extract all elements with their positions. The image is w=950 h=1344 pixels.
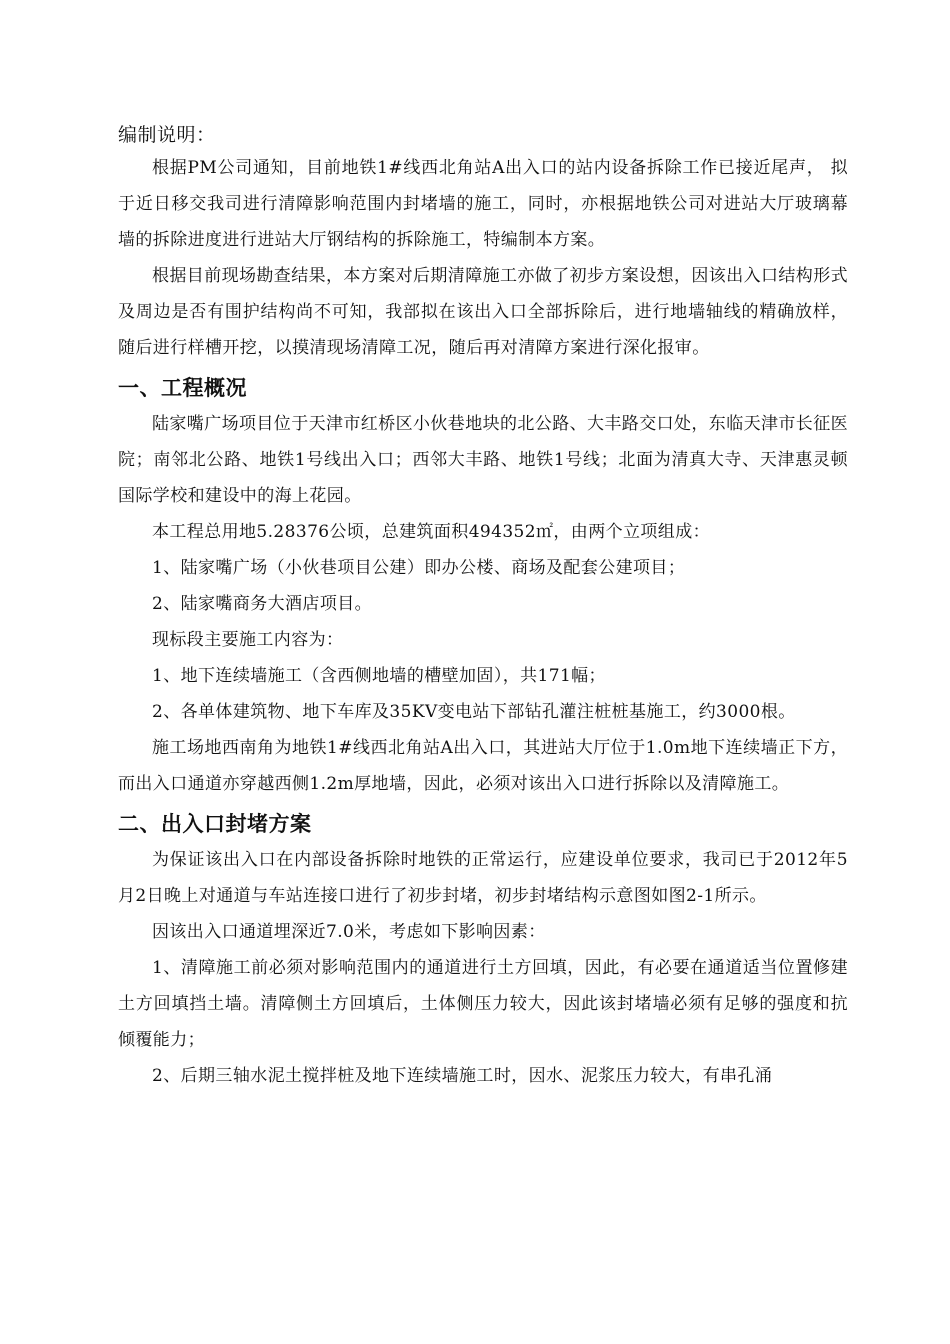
section-1-paragraph-1: 陆家嘴广场项目位于天津市红桥区小伙巷地块的北公路、大丰路交口处，东临天津市长征医院；南邻北公路、地铁1号线出入口；西邻大丰路、地铁1号线；北面为清真大寺、天津惠灵顿国际学校和建设中的海上花园。	[118, 414, 848, 506]
section-1-paragraph-2: 本工程总用地5.28376公顷，总建筑面积494352㎡，由两个立项组成：	[152, 522, 710, 542]
section-1-list-item-1: 1、陆家嘴广场（小伙巷项目公建）即办公楼、商场及配套公建项目；	[152, 558, 686, 578]
section-1-list-item-3: 1、地下连续墙施工（含西侧地墙的槽壁加固），共171幅；	[152, 666, 606, 686]
section-1-list-item-4: 2、各单体建筑物、地下车库及35KV变电站下部钻孔灌注桩桩基施工，约3000根。	[152, 702, 796, 722]
section-2-paragraph-2: 因该出入口通道埋深近7.0米，考虑如下影响因素：	[152, 922, 546, 942]
section-1-title: 一、工程概况	[118, 376, 247, 400]
intro-paragraph-2: 根据目前现场勘查结果，本方案对后期清障施工亦做了初步方案设想，因该出入口结构形式及周边是否有围护结构尚不可知，我部拟在该出入口全部拆除后，进行地墙轴线的精确放样，随后进行样槽开挖，以摸清现场清障工况，随后再对清障方案进行深化报审。	[118, 266, 848, 358]
intro-paragraph-1: 根据PM公司通知，目前地铁1#线西北角站A出入口的站内设备拆除工作已接近尾声， 拟于近日移交我司进行清障影响范围内封堵墙的施工，同时，亦根据地铁公司对进站大厅玻璃幕墙的拆除进度进行进站大厅钢结构的拆除施工，特编制本方案。	[118, 158, 848, 250]
section-2-list-item-2: 2、后期三轴水泥土搅拌桩及地下连续墙施工时，因水、泥浆压力较大，有串孔涌	[152, 1066, 773, 1086]
intro-heading: 编制说明：	[118, 124, 216, 146]
document-body	[118, 120, 848, 1094]
section-2-list-item-1: 1、清障施工前必须对影响范围内的通道进行土方回填，因此，有必要在通道适当位置修建土方回填挡土墙。清障侧土方回填后，土体侧压力较大，因此该封堵墙必须有足够的强度和抗倾覆能力；	[118, 958, 848, 1050]
section-1-list-item-2: 2、陆家嘴商务大酒店项目。	[152, 594, 373, 614]
section-2-paragraph-1: 为保证该出入口在内部设备拆除时地铁的正常运行，应建设单位要求，我司已于2012年5月2日晚上对通道与车站连接口进行了初步封堵，初步封堵结构示意图如图2-1所示。	[118, 850, 848, 906]
section-2-title: 二、出入口封堵方案	[118, 812, 312, 836]
section-1-paragraph-4: 施工场地西南角为地铁1#线西北角站A出入口，其进站大厅位于1.0m地下连续墙正下方，而出入口通道亦穿越西侧1.2m厚地墙，因此，必须对该出入口进行拆除以及清障施工。	[118, 738, 848, 794]
section-1-paragraph-3: 现标段主要施工内容为：	[152, 630, 344, 650]
